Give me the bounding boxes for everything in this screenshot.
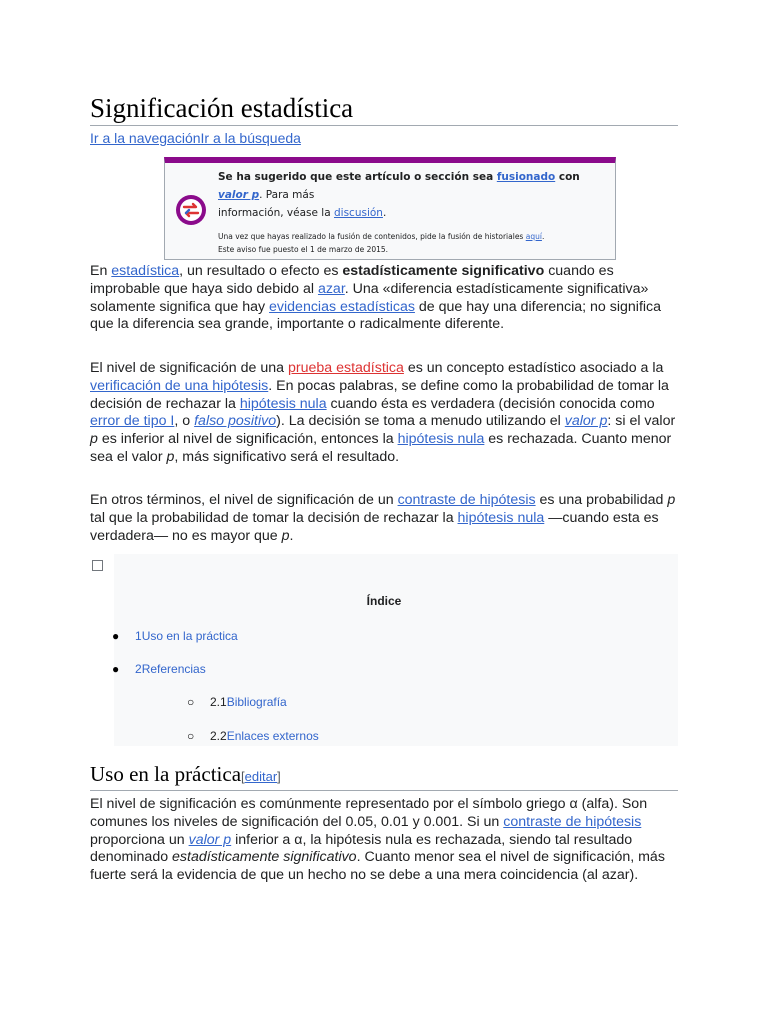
contraste-hipotesis-link-2[interactable]: contraste de hipótesis [503,813,642,830]
merge-icon [175,194,207,226]
merged-link[interactable]: fusionado [496,171,556,183]
toc-item-uso[interactable]: 1Uso en la práctica [135,629,238,643]
toc-toggle-checkbox[interactable] [92,560,103,571]
discussion-link[interactable]: discusión [334,207,383,219]
page-title: Significación estadística [90,92,678,126]
history-merge-link[interactable]: aquí [525,232,542,241]
falso-positivo-link[interactable]: falso positivo [194,413,277,430]
circle-bullet-icon: ○ [187,695,195,709]
jump-to-navigation-link[interactable]: Ir a la navegación [90,130,201,146]
jump-links [90,129,301,147]
section-heading-uso: Uso en la práctica[editar] [90,761,678,791]
bullet-icon: ● [112,629,120,643]
toc-item-referencias[interactable]: 2Referencias [135,662,206,676]
merge-notice-box [164,157,616,260]
other-terms-paragraph: En otros términos, el nivel de significación de un contraste de hipótesis es una probabilidad p tal que la probabilidad de tomar la decisión de rechazar la hipótesis nula —cuando esta es verdadera— no es mayor que p. [90,492,676,544]
hipotesis-nula-link[interactable]: hipótesis nula [239,395,327,412]
bullet-icon: ● [112,662,120,676]
verificacion-hipotesis-link[interactable]: verificación de una hipótesis [90,377,269,394]
notice-text: Se ha sugerido que este artículo o sección sea fusionado con valor p. Para más información, véase la discusión. [218,171,580,219]
usage-paragraph: El nivel de significación es comúnmente representado por el símbolo griego α (alfa). Son comunes los niveles de significación del 0.05, 0.01 y 0.001. Si un contraste de hipótesis proporciona un valor p inferior a α, la hipótesis nula es rechazada, siendo tal resultado denominado estadísticamente significativo. Cuanto menor sea el nivel de significación, más fuerte será la evidencia de que un hecho no se debe a una mera coincidencia (al azar). [90,796,665,884]
azar-link[interactable]: azar [317,280,345,297]
prueba-estadistica-link[interactable]: prueba estadística [287,360,404,376]
circle-bullet-icon: ○ [187,729,195,743]
error-tipo-i-link[interactable]: error de tipo I [90,413,175,430]
edit-section-link[interactable]: editar [244,769,278,784]
contraste-hipotesis-link[interactable]: contraste de hipótesis [397,492,536,508]
toc-item-enlaces[interactable]: 2.2Enlaces externos [210,729,319,743]
estadistica-link[interactable]: estadística [111,263,180,279]
notice-small-text: Una vez que hayas realizado la fusión de contenidos, pide la fusión de historiales aquí. Este aviso fue puesto el 1 de marzo de 2015. [218,232,545,254]
toc-title: Índice [366,594,402,608]
valor-p-link[interactable]: valor p [564,413,608,430]
jump-to-search-link[interactable]: Ir a la búsqueda [200,130,301,146]
hipotesis-nula-link-3[interactable]: hipótesis nula [457,509,545,526]
valor-p-link-2[interactable]: valor p [188,831,232,848]
intro-paragraph: En estadística, un resultado o efecto es estadísticamente significativo cuando es improbable que haya sido debido al azar. Una «diferencia estadísticamente significativa» solamente significa que hay evidencias estadísticas de que hay una diferencia; no significa que la diferencia sea grande, importante o radicalmente diferente. [90,263,662,333]
table-of-contents [90,554,678,746]
significance-level-paragraph: El nivel de significación de una prueba estadística es un concepto estadístico asociado a la verificación de una hipótesis. En pocas palabras, se define como la probabilidad de tomar la decisión de rechazar la hipótesis nula cuando ésta es verdadera (decisión conocida como error de tipo I, o falso positivo). La decisión se toma a menudo utilizando el valor p: si el valor p es inferior al nivel de significación, entonces la hipótesis nula es rechazada. Cuanto menor sea el valor p, más significativo será el resultado. [90,360,676,465]
edit-section: [editar] [241,769,281,784]
valor-p-notice-link[interactable]: valor p [218,189,260,201]
toc-item-bibliografia[interactable]: 2.1Bibliografía [210,695,287,709]
hipotesis-nula-link-2[interactable]: hipótesis nula [397,431,485,448]
evidencias-estadisticas-link[interactable]: evidencias estadísticas [269,298,415,315]
